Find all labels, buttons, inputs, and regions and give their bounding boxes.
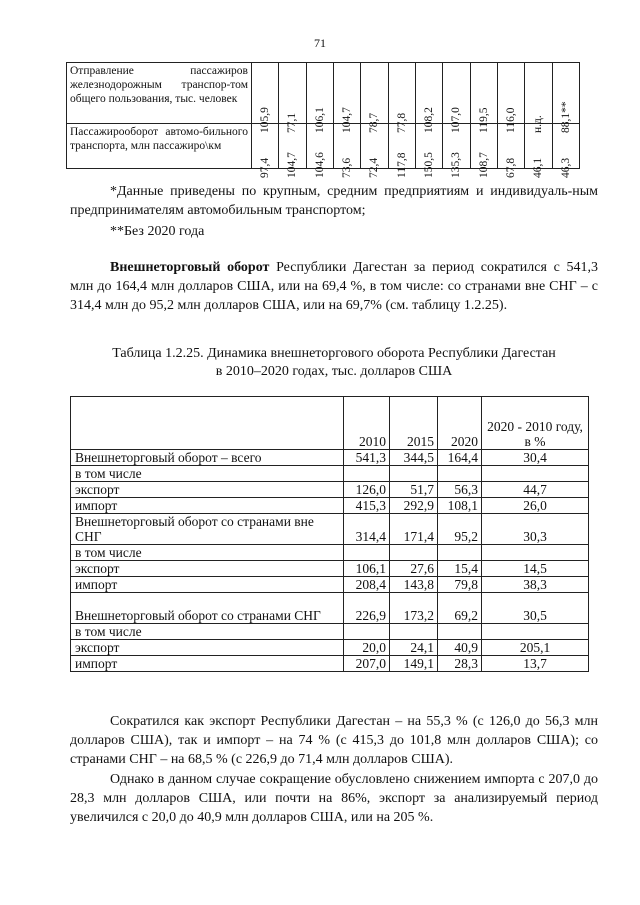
cell-value: 135,3 <box>450 152 463 178</box>
table-row <box>71 498 589 514</box>
cell-value: 292,9 <box>390 498 438 514</box>
cell-value: 28,3 <box>438 656 482 672</box>
cell-value: 104,7 <box>341 107 354 133</box>
intro-text: Республики Дагестан за период сократился с 541,3 млн до 164,4 млн долларов США, или на 69,4 %, в том числе: со странами вне СНГ – с 314,4 млн до 95,2 млн долларов США, или на 69,7% (см. таблицу 1.2.25). <box>70 260 598 313</box>
header-cell: 2020 <box>438 397 482 450</box>
cell-value: 30,3 <box>482 514 589 545</box>
cell-value <box>344 624 390 640</box>
cell-value: 14,5 <box>482 561 589 577</box>
table-row <box>71 514 589 545</box>
cell-value <box>438 624 482 640</box>
table-row <box>71 482 589 498</box>
page-number: 71 <box>314 36 326 50</box>
cell-value: 116,0 <box>505 107 518 133</box>
cell-value: 51,7 <box>390 482 438 498</box>
row-label: Отправление пассажиров железнодорожным транспор-том общего пользования, тыс. человек <box>67 63 252 124</box>
header-cell: 2010 <box>344 397 390 450</box>
cell-value: 173,2 <box>390 593 438 624</box>
trade-table <box>70 396 589 672</box>
table-row <box>71 640 589 656</box>
footnote: *Данные приведены по крупным, средним предприятиям и индивидуаль-ным предпринимателям автомобильным транспортом; <box>70 184 598 218</box>
table-row <box>71 593 589 624</box>
cell-value <box>390 466 438 482</box>
cell-value: 105,9 <box>259 107 272 133</box>
cell-value: 67,8 <box>505 157 518 178</box>
cell-value <box>482 545 589 561</box>
cell-value: 106,1 <box>313 107 326 133</box>
cell-value: 20,0 <box>344 640 390 656</box>
footnote: **Без 2020 года <box>110 224 205 239</box>
row-label: в том числе <box>71 624 344 640</box>
cell-value: 38,3 <box>482 577 589 593</box>
cell-value: 108,1 <box>438 498 482 514</box>
row-label: экспорт <box>71 640 344 656</box>
cell-value: 27,6 <box>390 561 438 577</box>
table-row <box>67 63 580 124</box>
row-label: Внешнеторговый оборот – всего <box>71 450 344 466</box>
cell-value: 88,1** <box>559 101 572 133</box>
cell-value: 207,0 <box>344 656 390 672</box>
cell-value <box>390 545 438 561</box>
cell-value: 73,6 <box>341 157 354 178</box>
cell-value: 143,8 <box>390 577 438 593</box>
passenger-table <box>66 62 580 178</box>
header-cell: 2015 <box>390 397 438 450</box>
cell-value: 108,7 <box>477 152 490 178</box>
cell-value <box>438 466 482 482</box>
cell-value <box>344 466 390 482</box>
cell-value: 95,2 <box>438 514 482 545</box>
cell-value: 24,1 <box>390 640 438 656</box>
table-row <box>71 656 589 672</box>
cell-value: 40,9 <box>438 640 482 656</box>
row-label: Внешнеторговый оборот со странами СНГ <box>71 593 344 624</box>
cell-value <box>438 545 482 561</box>
cell-value: 56,3 <box>438 482 482 498</box>
table-row <box>71 577 589 593</box>
table-row <box>71 450 589 466</box>
cell-value: 46,3 <box>559 157 572 178</box>
cell-value: 150,5 <box>423 152 436 178</box>
cell-value: 26,0 <box>482 498 589 514</box>
caption-line: в 2010–2020 годах, тыс. долларов США <box>215 364 453 379</box>
cell-value: 164,4 <box>438 450 482 466</box>
bold-term: Внешнеторговый оборот <box>110 260 270 275</box>
cell-value: 30,4 <box>482 450 589 466</box>
cell-value: 72,4 <box>368 157 381 178</box>
cell-value: 69,2 <box>438 593 482 624</box>
table-row <box>71 466 589 482</box>
cell-value: 78,7 <box>368 112 381 133</box>
cell-value: 119,5 <box>477 107 490 133</box>
cell-value: 205,1 <box>482 640 589 656</box>
cell-value: 106,1 <box>344 561 390 577</box>
cell-value: 208,4 <box>344 577 390 593</box>
cell-value <box>482 466 589 482</box>
table-caption <box>70 345 598 381</box>
table-row <box>71 561 589 577</box>
cell-value: 77,1 <box>286 112 299 133</box>
cell-value: 171,4 <box>390 514 438 545</box>
row-label: Пассажирооборот автомо-бильного транспорта, млн пассажиро\км <box>67 124 252 169</box>
cell-value: 46,1 <box>532 157 545 178</box>
cell-value <box>390 624 438 640</box>
row-label: в том числе <box>71 545 344 561</box>
row-label: в том числе <box>71 466 344 482</box>
cell-value: 108,2 <box>423 107 436 133</box>
cell-value: 126,0 <box>344 482 390 498</box>
cell-value: 15,4 <box>438 561 482 577</box>
cell-value <box>344 545 390 561</box>
cell-value: 117,8 <box>395 152 408 178</box>
row-label: экспорт <box>71 561 344 577</box>
row-label: Внешнеторговый оборот со странами вне СНГ <box>71 514 344 545</box>
cell-value: 77,8 <box>395 112 408 133</box>
row-label: экспорт <box>71 482 344 498</box>
intro-paragraph <box>70 258 598 315</box>
table-row <box>67 124 580 169</box>
cell-value: 30,5 <box>482 593 589 624</box>
conclusion-paragraph: Сократился как экспорт Республики Дагестан – на 55,3 % (с 126,0 до 56,3 млн долларов США), так и импорт – на 74 % (с 415,3 до 101,8 млн долларов США); со странами СНГ – на 68,5 % (с 226,9 до 71,4 млн долларов США). <box>70 714 598 767</box>
cell-value: 104,7 <box>286 152 299 178</box>
cell-value: 314,4 <box>344 514 390 545</box>
conclusion-paragraph: Однако в данном случае сокращение обусловлено снижением импорта с 207,0 до 28,3 млн долларов США, или почти на 86%, экспорт за анализируемый период увеличился с 20,0 до 40,9 млн долларов США, или на 205 %. <box>70 772 598 825</box>
cell-value: 104,6 <box>313 152 326 178</box>
row-label: импорт <box>71 498 344 514</box>
table-row <box>71 545 589 561</box>
cell-value: 13,7 <box>482 656 589 672</box>
cell-value: 79,8 <box>438 577 482 593</box>
row-label: импорт <box>71 577 344 593</box>
header-cell <box>71 397 344 450</box>
cell-value <box>482 624 589 640</box>
cell-value: 44,7 <box>482 482 589 498</box>
cell-value: 415,3 <box>344 498 390 514</box>
cell-value: 541,3 <box>344 450 390 466</box>
table-row <box>71 624 589 640</box>
header-cell: 2020 - 2010 году, в % <box>482 397 589 450</box>
table-header-row <box>71 397 589 450</box>
row-label: импорт <box>71 656 344 672</box>
cell-value: 149,1 <box>390 656 438 672</box>
cell-value: н.д. <box>532 115 545 133</box>
caption-line: Таблица 1.2.25. Динамика внешнеторгового оборота Республики Дагестан <box>112 346 556 361</box>
cell-value: 344,5 <box>390 450 438 466</box>
cell-value: 107,0 <box>450 107 463 133</box>
cell-value: 97,4 <box>259 157 272 178</box>
cell-value: 226,9 <box>344 593 390 624</box>
